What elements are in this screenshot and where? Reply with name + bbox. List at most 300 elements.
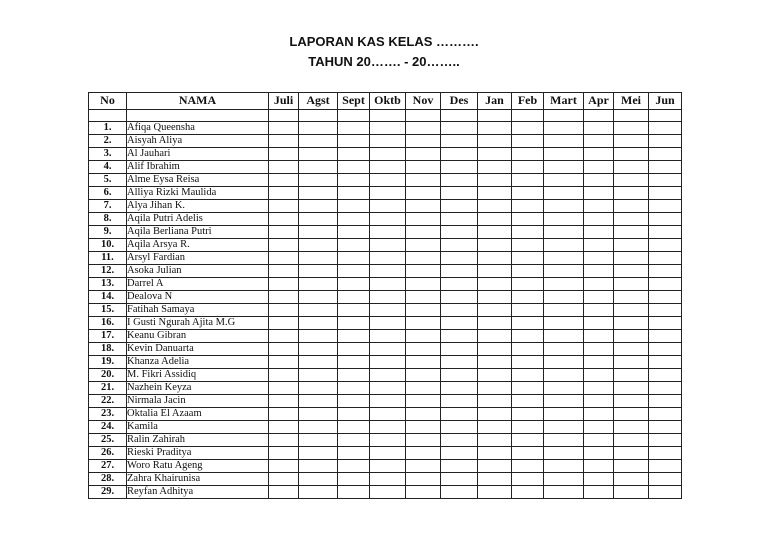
payment-cell-des [441, 265, 478, 278]
payment-cell-juli [269, 122, 299, 135]
payment-cell-nov [406, 161, 441, 174]
payment-cell-agst [299, 421, 338, 434]
student-row [89, 408, 682, 421]
payment-cell-jan [478, 278, 512, 291]
payment-cell-sept [338, 187, 370, 200]
payment-cell-oktb [370, 434, 406, 447]
payment-cell-juli [269, 473, 299, 486]
payment-cell-jan [478, 330, 512, 343]
student-name: Asoka Julian [127, 265, 269, 278]
payment-cell-jan [478, 135, 512, 148]
payment-cell-feb [512, 135, 544, 148]
payment-cell-nov [406, 408, 441, 421]
payment-cell-nov [406, 369, 441, 382]
payment-cell-sept [338, 200, 370, 213]
student-name: Nazhein Keyza [127, 382, 269, 395]
payment-cell-jan [478, 226, 512, 239]
student-row [89, 395, 682, 408]
payment-cell-jan [478, 473, 512, 486]
payment-cell-nov [406, 291, 441, 304]
payment-cell-jan [478, 434, 512, 447]
payment-cell-mei [614, 330, 649, 343]
payment-cell-apr [584, 239, 614, 252]
student-number: 13. [89, 278, 127, 291]
payment-cell-mart [544, 486, 584, 499]
payment-cell-mei [614, 304, 649, 317]
report-title: LAPORAN KAS KELAS ………. [289, 34, 479, 49]
payment-cell-oktb [370, 486, 406, 499]
payment-cell-jan [478, 122, 512, 135]
payment-cell-des [441, 252, 478, 265]
student-name: Alif Ibrahim [127, 161, 269, 174]
payment-cell-jun [649, 356, 682, 369]
payment-cell-agst [299, 382, 338, 395]
student-row [89, 278, 682, 291]
payment-cell-nov [406, 460, 441, 473]
payment-cell-nov [406, 317, 441, 330]
payment-cell-nov [406, 135, 441, 148]
payment-cell-agst [299, 330, 338, 343]
payment-cell-mei [614, 161, 649, 174]
payment-cell-mart [544, 330, 584, 343]
student-row [89, 343, 682, 356]
student-name: Kamila [127, 421, 269, 434]
payment-cell-nov [406, 304, 441, 317]
payment-cell-juli [269, 226, 299, 239]
payment-cell-mart [544, 356, 584, 369]
payment-cell-jan [478, 161, 512, 174]
payment-cell-oktb [370, 382, 406, 395]
payment-cell-jun [649, 317, 682, 330]
payment-cell-nov [406, 252, 441, 265]
payment-cell-nov [406, 473, 441, 486]
payment-cell-sept [338, 486, 370, 499]
payment-cell-feb [512, 434, 544, 447]
payment-cell-sept [338, 213, 370, 226]
payment-cell-feb [512, 239, 544, 252]
payment-cell-feb [512, 421, 544, 434]
payment-cell-jun [649, 460, 682, 473]
payment-cell-feb [512, 148, 544, 161]
payment-cell-des [441, 135, 478, 148]
student-number: 8. [89, 213, 127, 226]
payment-cell-mart [544, 447, 584, 460]
payment-cell-des [441, 486, 478, 499]
payment-cell-sept [338, 408, 370, 421]
payment-cell-oktb [370, 330, 406, 343]
col-header-mart: Mart [544, 93, 584, 110]
payment-cell-apr [584, 122, 614, 135]
payment-cell-jan [478, 343, 512, 356]
payment-cell-apr [584, 252, 614, 265]
payment-cell-jan [478, 382, 512, 395]
payment-cell-mart [544, 343, 584, 356]
payment-cell-des [441, 291, 478, 304]
payment-cell-jan [478, 447, 512, 460]
payment-cell-oktb [370, 161, 406, 174]
payment-cell-juli [269, 265, 299, 278]
student-row [89, 174, 682, 187]
payment-cell-jun [649, 343, 682, 356]
payment-cell-agst [299, 122, 338, 135]
payment-cell-jan [478, 395, 512, 408]
payment-cell-oktb [370, 356, 406, 369]
payment-cell-agst [299, 187, 338, 200]
student-number: 11. [89, 252, 127, 265]
payment-cell-juli [269, 174, 299, 187]
payment-cell-mart [544, 317, 584, 330]
payment-cell-jan [478, 265, 512, 278]
col-header-jan: Jan [478, 93, 512, 110]
payment-cell-feb [512, 122, 544, 135]
payment-cell-agst [299, 369, 338, 382]
cash-report-table [88, 92, 682, 499]
student-row [89, 356, 682, 369]
payment-cell-jan [478, 356, 512, 369]
payment-cell-agst [299, 213, 338, 226]
payment-cell-agst [299, 395, 338, 408]
payment-cell-jun [649, 239, 682, 252]
payment-cell-oktb [370, 317, 406, 330]
payment-cell-nov [406, 395, 441, 408]
student-name: I Gusti Ngurah Ajita M.G [127, 317, 269, 330]
col-header-nov: Nov [406, 93, 441, 110]
payment-cell-jan [478, 421, 512, 434]
payment-cell-mart [544, 382, 584, 395]
payment-cell-oktb [370, 447, 406, 460]
payment-cell-feb [512, 369, 544, 382]
payment-cell-feb [512, 343, 544, 356]
payment-cell-nov [406, 200, 441, 213]
payment-cell-mei [614, 213, 649, 226]
payment-cell-apr [584, 460, 614, 473]
payment-cell-oktb [370, 200, 406, 213]
payment-cell-jan [478, 174, 512, 187]
col-header-oktb: Oktb [370, 93, 406, 110]
payment-cell-des [441, 382, 478, 395]
payment-cell-agst [299, 174, 338, 187]
student-name: Afiqa Queensha [127, 122, 269, 135]
payment-cell-juli [269, 343, 299, 356]
payment-cell-apr [584, 317, 614, 330]
student-name: Oktalia El Azaam [127, 408, 269, 421]
student-row [89, 382, 682, 395]
payment-cell-feb [512, 278, 544, 291]
payment-cell-feb [512, 265, 544, 278]
student-number: 25. [89, 434, 127, 447]
student-row [89, 213, 682, 226]
payment-cell-jan [478, 148, 512, 161]
payment-cell-apr [584, 200, 614, 213]
payment-cell-jan [478, 200, 512, 213]
payment-cell-apr [584, 291, 614, 304]
student-number: 15. [89, 304, 127, 317]
payment-cell-nov [406, 278, 441, 291]
payment-cell-oktb [370, 421, 406, 434]
col-header-agst: Agst [299, 93, 338, 110]
payment-cell-feb [512, 226, 544, 239]
payment-cell-jun [649, 161, 682, 174]
payment-cell-mei [614, 447, 649, 460]
payment-cell-des [441, 369, 478, 382]
payment-cell-mei [614, 408, 649, 421]
payment-cell-oktb [370, 291, 406, 304]
payment-cell-feb [512, 174, 544, 187]
payment-cell-juli [269, 148, 299, 161]
payment-cell-mart [544, 122, 584, 135]
payment-cell-sept [338, 174, 370, 187]
payment-cell-feb [512, 304, 544, 317]
payment-cell-jan [478, 213, 512, 226]
student-number: 10. [89, 239, 127, 252]
payment-cell-nov [406, 382, 441, 395]
payment-cell-juli [269, 239, 299, 252]
payment-cell-oktb [370, 187, 406, 200]
payment-cell-mart [544, 473, 584, 486]
student-number: 27. [89, 460, 127, 473]
payment-cell-nov [406, 330, 441, 343]
payment-cell-des [441, 213, 478, 226]
student-number: 20. [89, 369, 127, 382]
payment-cell-jun [649, 421, 682, 434]
payment-cell-apr [584, 408, 614, 421]
student-name: Alme Eysa Reisa [127, 174, 269, 187]
payment-cell-agst [299, 473, 338, 486]
payment-cell-nov [406, 447, 441, 460]
payment-cell-feb [512, 408, 544, 421]
payment-cell-jan [478, 291, 512, 304]
payment-cell-jun [649, 473, 682, 486]
payment-cell-mart [544, 278, 584, 291]
student-name: Arsyl Fardian [127, 252, 269, 265]
student-number: 21. [89, 382, 127, 395]
payment-cell-oktb [370, 265, 406, 278]
payment-cell-juli [269, 330, 299, 343]
payment-cell-juli [269, 200, 299, 213]
payment-cell-mei [614, 226, 649, 239]
payment-cell-apr [584, 148, 614, 161]
payment-cell-apr [584, 174, 614, 187]
payment-cell-jan [478, 486, 512, 499]
payment-cell-des [441, 174, 478, 187]
student-number: 14. [89, 291, 127, 304]
student-number: 22. [89, 395, 127, 408]
payment-cell-des [441, 343, 478, 356]
payment-cell-nov [406, 148, 441, 161]
payment-cell-des [441, 460, 478, 473]
payment-cell-apr [584, 278, 614, 291]
payment-cell-apr [584, 473, 614, 486]
student-row [89, 265, 682, 278]
payment-cell-jun [649, 447, 682, 460]
payment-cell-des [441, 473, 478, 486]
payment-cell-sept [338, 330, 370, 343]
payment-cell-nov [406, 122, 441, 135]
payment-cell-feb [512, 460, 544, 473]
payment-cell-jun [649, 291, 682, 304]
student-name: Darrel A [127, 278, 269, 291]
student-number: 17. [89, 330, 127, 343]
payment-cell-des [441, 239, 478, 252]
payment-cell-nov [406, 434, 441, 447]
payment-cell-jan [478, 304, 512, 317]
payment-cell-apr [584, 265, 614, 278]
payment-cell-jun [649, 122, 682, 135]
student-name: Ralin Zahirah [127, 434, 269, 447]
payment-cell-oktb [370, 226, 406, 239]
payment-cell-agst [299, 226, 338, 239]
payment-cell-juli [269, 213, 299, 226]
payment-cell-jun [649, 382, 682, 395]
payment-cell-mei [614, 278, 649, 291]
student-number: 16. [89, 317, 127, 330]
payment-cell-des [441, 122, 478, 135]
payment-cell-nov [406, 187, 441, 200]
student-row [89, 291, 682, 304]
student-name: Dealova N [127, 291, 269, 304]
payment-cell-jun [649, 148, 682, 161]
payment-cell-des [441, 161, 478, 174]
payment-cell-feb [512, 252, 544, 265]
student-name: Fatihah Samaya [127, 304, 269, 317]
payment-cell-jan [478, 408, 512, 421]
payment-cell-mei [614, 460, 649, 473]
student-number: 5. [89, 174, 127, 187]
payment-cell-jun [649, 135, 682, 148]
payment-cell-apr [584, 135, 614, 148]
payment-cell-apr [584, 434, 614, 447]
payment-cell-jun [649, 434, 682, 447]
payment-cell-jan [478, 239, 512, 252]
payment-cell-jun [649, 187, 682, 200]
payment-cell-mart [544, 291, 584, 304]
payment-cell-juli [269, 304, 299, 317]
payment-cell-juli [269, 395, 299, 408]
payment-cell-nov [406, 239, 441, 252]
payment-cell-juli [269, 460, 299, 473]
payment-cell-sept [338, 278, 370, 291]
header-row [89, 93, 682, 110]
student-row [89, 148, 682, 161]
payment-cell-sept [338, 382, 370, 395]
payment-cell-mei [614, 252, 649, 265]
student-name: Alya Jihan K. [127, 200, 269, 213]
payment-cell-des [441, 395, 478, 408]
col-header-jun: Jun [649, 93, 682, 110]
payment-cell-feb [512, 200, 544, 213]
student-number: 19. [89, 356, 127, 369]
col-header-des: Des [441, 93, 478, 110]
payment-cell-juli [269, 356, 299, 369]
payment-cell-agst [299, 161, 338, 174]
payment-cell-sept [338, 434, 370, 447]
student-number: 7. [89, 200, 127, 213]
student-number: 2. [89, 135, 127, 148]
payment-cell-feb [512, 356, 544, 369]
payment-cell-mart [544, 148, 584, 161]
student-name: Al Jauhari [127, 148, 269, 161]
payment-cell-jan [478, 369, 512, 382]
payment-cell-nov [406, 265, 441, 278]
student-row [89, 187, 682, 200]
student-row [89, 421, 682, 434]
payment-cell-mart [544, 200, 584, 213]
student-name: Nirmala Jacin [127, 395, 269, 408]
payment-cell-nov [406, 343, 441, 356]
student-name: Aisyah Aliya [127, 135, 269, 148]
payment-cell-jun [649, 265, 682, 278]
payment-cell-oktb [370, 408, 406, 421]
payment-cell-oktb [370, 213, 406, 226]
payment-cell-apr [584, 395, 614, 408]
payment-cell-mei [614, 122, 649, 135]
student-row [89, 161, 682, 174]
payment-cell-sept [338, 226, 370, 239]
student-row [89, 226, 682, 239]
payment-cell-sept [338, 356, 370, 369]
payment-cell-mei [614, 473, 649, 486]
payment-cell-mei [614, 434, 649, 447]
payment-cell-jun [649, 174, 682, 187]
payment-cell-sept [338, 369, 370, 382]
col-header-apr: Apr [584, 93, 614, 110]
payment-cell-apr [584, 356, 614, 369]
payment-cell-agst [299, 265, 338, 278]
student-name: Woro Ratu Ageng [127, 460, 269, 473]
payment-cell-sept [338, 239, 370, 252]
payment-cell-apr [584, 213, 614, 226]
payment-cell-apr [584, 382, 614, 395]
student-number: 3. [89, 148, 127, 161]
payment-cell-sept [338, 265, 370, 278]
payment-cell-sept [338, 135, 370, 148]
payment-cell-feb [512, 317, 544, 330]
payment-cell-sept [338, 148, 370, 161]
payment-cell-mei [614, 395, 649, 408]
payment-cell-mart [544, 460, 584, 473]
payment-cell-oktb [370, 395, 406, 408]
payment-cell-mei [614, 200, 649, 213]
payment-cell-mei [614, 486, 649, 499]
payment-cell-des [441, 356, 478, 369]
payment-cell-agst [299, 135, 338, 148]
payment-cell-sept [338, 291, 370, 304]
col-header-nama: NAMA [127, 93, 269, 110]
student-number: 18. [89, 343, 127, 356]
payment-cell-mart [544, 187, 584, 200]
payment-cell-agst [299, 356, 338, 369]
student-name: M. Fikri Assidiq [127, 369, 269, 382]
payment-cell-apr [584, 486, 614, 499]
payment-cell-agst [299, 343, 338, 356]
payment-cell-juli [269, 187, 299, 200]
payment-cell-juli [269, 252, 299, 265]
payment-cell-sept [338, 252, 370, 265]
payment-cell-feb [512, 161, 544, 174]
payment-cell-juli [269, 408, 299, 421]
payment-cell-oktb [370, 252, 406, 265]
payment-cell-agst [299, 317, 338, 330]
report-year: TAHUN 20……. - 20…….. [308, 54, 460, 69]
payment-cell-agst [299, 447, 338, 460]
payment-cell-mei [614, 382, 649, 395]
col-header-sept: Sept [338, 93, 370, 110]
student-row [89, 239, 682, 252]
student-name: Aqila Berliana Putri [127, 226, 269, 239]
spacer-row [89, 110, 682, 122]
payment-cell-mart [544, 395, 584, 408]
payment-cell-agst [299, 486, 338, 499]
